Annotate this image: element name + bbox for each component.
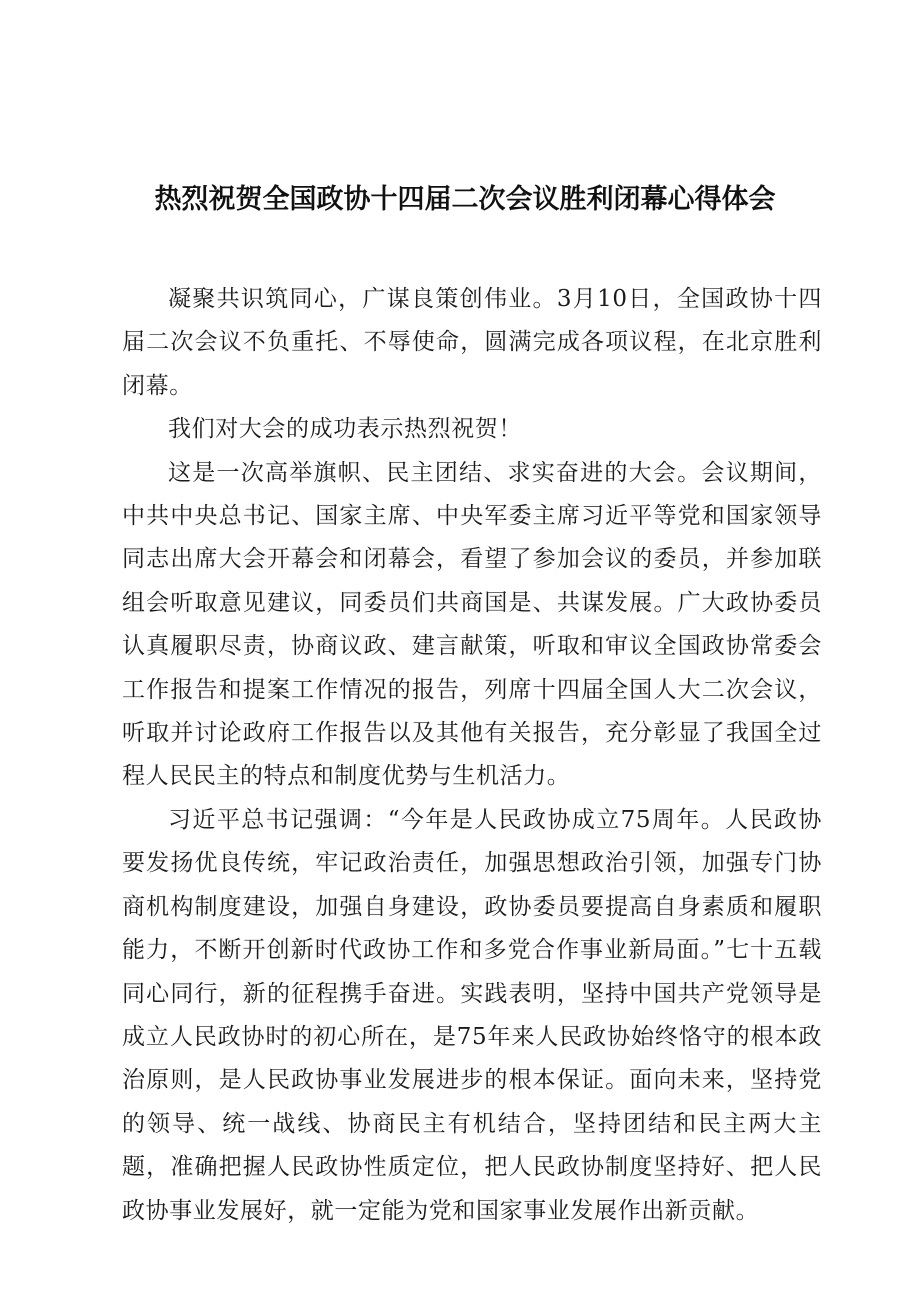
- paragraph-opening: 凝聚共识筑同心，广谋良策创伟业。3月10日，全国政协十四届二次会议不负重托、不辱使命，圆满完成各项议程，在北京胜利闭幕。: [122, 286, 822, 399]
- paragraph-congratulations: 我们对大会的成功表示热烈祝贺！: [168, 416, 522, 443]
- document-body: [122, 278, 822, 1233]
- document-title: 热烈祝贺全国政协十四届二次会议胜利闭幕心得体会: [154, 184, 776, 215]
- paragraph-quote-and-outlook: 习近平总书记强调：“今年是人民政协成立75周年。人民政协要发扬优良传统，牢记政治责任，加强思想政治引领，加强专门协商机构制度建设，加强自身建设，政协委员要提高自身素质和履职能力，不断开创新时代政协工作和多党合作事业新局面。”七十五载同心同行，新的征程携手奋进。实践表明，坚持中国共产党领导是成立人民政协时的初心所在，是75年来人民政协始终恪守的根本政治原则，是人民政协事业发展进步的根本保证。面向未来，坚持党的领导、统一战线、协商民主有机结合，坚持团结和民主两大主题，准确把握人民政协性质定位，把人民政协制度坚持好、把人民政协事业发展好，就一定能为党和国家事业发展作出新贡献。: [122, 806, 822, 1224]
- paragraph-meeting-summary: 这是一次高举旗帜、民主团结、求实奋进的大会。会议期间，中共中央总书记、国家主席、中央军委主席习近平等党和国家领导同志出席大会开幕会和闭幕会，看望了参加会议的委员，并参加联组会听取意见建议，同委员们共商国是、共谋发展。广大政协委员认真履职尽责，协商议政、建言献策，听取和审议全国政协常委会工作报告和提案工作情况的报告，列席十四届全国人大二次会议，听取并讨论政府工作报告以及其他有关报告，充分彰显了我国全过程人民民主的特点和制度优势与生机活力。: [122, 459, 822, 790]
